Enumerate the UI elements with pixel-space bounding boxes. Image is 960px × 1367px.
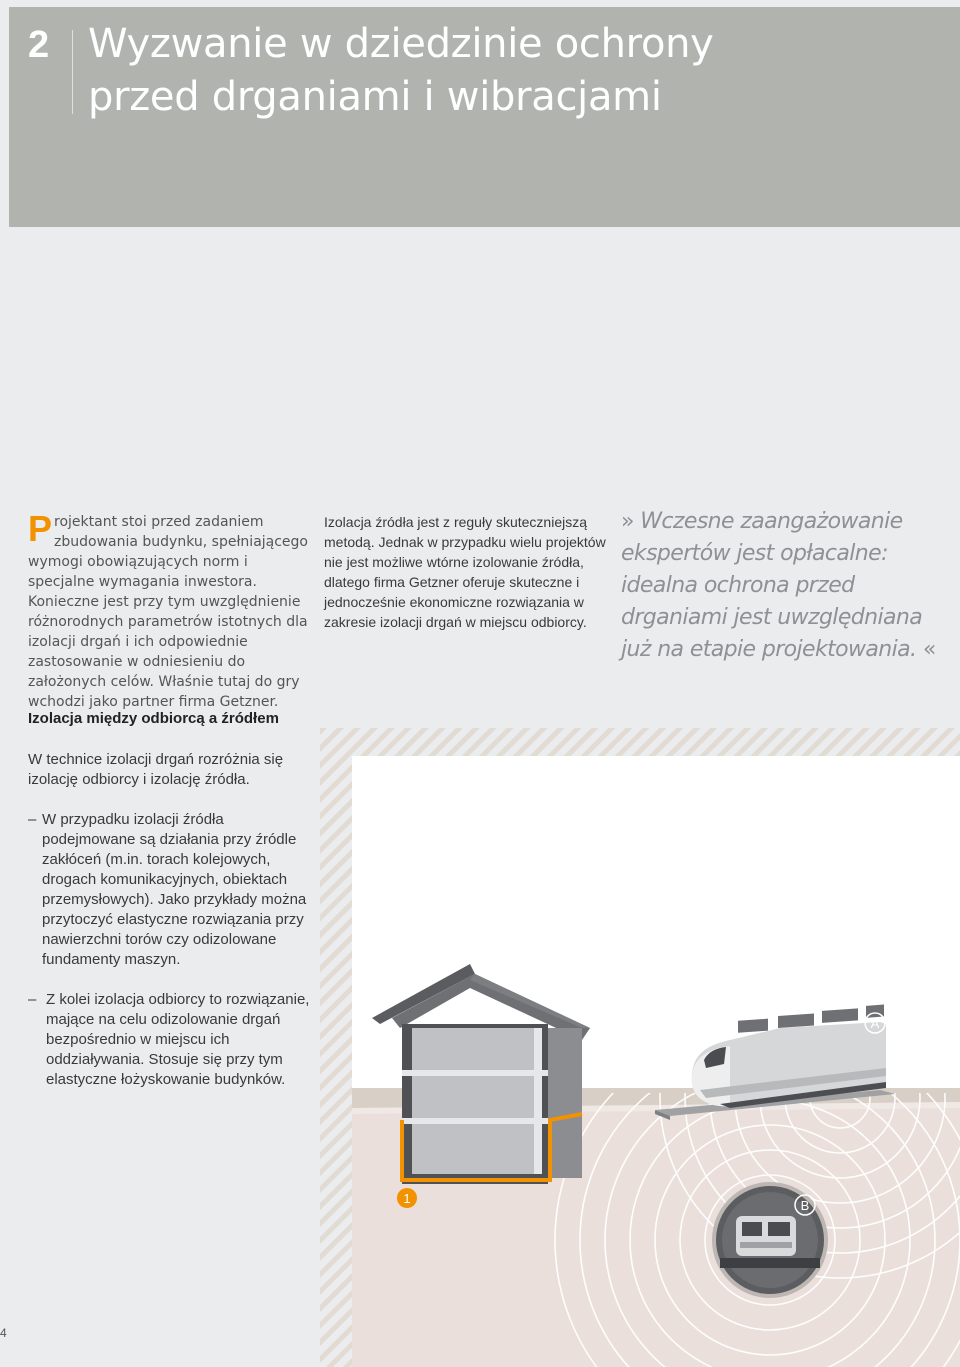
dropcap: P bbox=[28, 508, 53, 549]
tunnel-icon bbox=[712, 1182, 828, 1298]
chapter-title-line1: Wyzwanie w dziedzinie ochrony bbox=[88, 21, 714, 67]
chapter-divider bbox=[72, 30, 73, 114]
label-1: 1 bbox=[403, 1191, 411, 1206]
label-1-badge bbox=[397, 1188, 417, 1208]
quote-close-mark: « bbox=[922, 637, 936, 662]
bullet-dash: – bbox=[28, 811, 37, 828]
quote-open-mark: » bbox=[621, 509, 634, 534]
bullet-text: W przypadku izolacji źródła podejmowane są działania przy źródle zakłóceń (m.in. torach kolejowych, drogach komunikacyjnych, obiektach przemysłowych). Jako przykłady można przytoczyć elastyczne rozwiązania przy nawierzchni torów czy odizolowane fundamenty maszyn. bbox=[42, 811, 307, 968]
bullet-item bbox=[28, 810, 318, 970]
section-intro: W technice izolacji drgań rozróżnia się izolację odbiorcy i izolację źródła. bbox=[28, 751, 284, 788]
chapter-title bbox=[88, 18, 788, 124]
pull-quote bbox=[621, 506, 951, 666]
bullet-dash: – bbox=[28, 991, 37, 1008]
intro-paragraph: rojektant stoi przed zadaniem zbudowania budynku, spełniającego wymogi obowiązujących norm i specjalne wymagania inwestora. Konieczne jest przy tym uwzględnienie różnorodnych parametrów istotnych dla izolacji drgań i ich odpowiednie zastosowanie w odniesieniu do założonych celów. Właśnie tutaj do gry wchodzi jako partner firma Getzner. bbox=[28, 514, 308, 710]
chapter-title-line2: przed drganiami i wibracjami bbox=[88, 74, 662, 120]
chapter-number: 2 bbox=[28, 24, 50, 66]
second-paragraph: Izolacja źródła jest z reguły skuteczniejszą metodą. Jednak w przypadku wielu projektów nie jest możliwe wtórne izolowanie źródła, dlatego firma Getzner oferuje skuteczne i jednocześnie ekonomiczne rozwiązania w zakresie izolacji drgań w miejscu odbiorcy. bbox=[324, 514, 606, 630]
bullet-item bbox=[28, 990, 318, 1090]
intro-column bbox=[28, 508, 318, 712]
quote-text: Wczesne zaangażowanie ekspertów jest opłacalne: idealna ochrona przed drganiami jest uwzględniana już na etapie projektowania. bbox=[621, 509, 923, 662]
section-heading: Izolacja między odbiorcą a źródłem bbox=[28, 710, 279, 727]
label-b: B bbox=[800, 1198, 810, 1213]
page-number: 4 bbox=[0, 1326, 7, 1340]
bullet-text: Z kolei izolacja odbiorcy to rozwiązanie, mające na celu odizolowanie drgań bezpośrednio w miejscu ich oddziaływania. Stosuje się przy tym elastyczne łożyskowanie budynków. bbox=[46, 991, 310, 1088]
second-column bbox=[324, 512, 609, 632]
label-a: A bbox=[870, 1016, 880, 1031]
vibration-isolation-illustration bbox=[320, 728, 960, 1367]
